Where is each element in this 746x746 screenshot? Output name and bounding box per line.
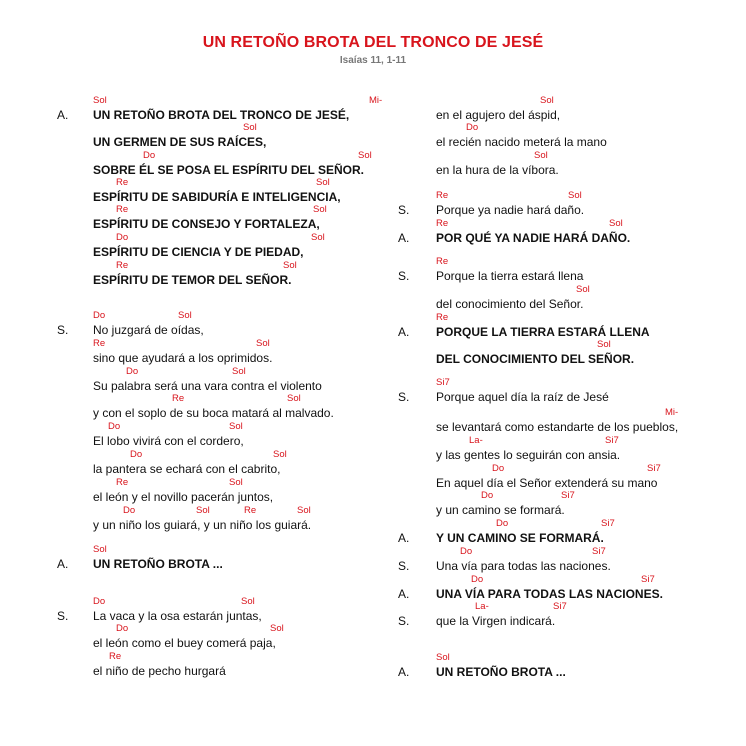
part-marker: S. xyxy=(398,559,410,573)
chord-label: Do xyxy=(143,150,156,161)
chord-label: Do xyxy=(116,623,129,634)
chord-label: Sol xyxy=(283,260,297,271)
part-marker: A. xyxy=(398,665,410,679)
chord-label: Sol xyxy=(311,232,325,243)
chord-label: Sol xyxy=(534,150,548,161)
chord-label: Re xyxy=(172,393,185,404)
chord-label: Sol xyxy=(313,204,327,215)
part-marker: S. xyxy=(398,390,410,404)
lyric-text: Porque aquel día la raíz de Jesé xyxy=(436,390,609,404)
chord-label: Do xyxy=(481,490,494,501)
chord-label: Mi- xyxy=(369,95,383,106)
lyric-text: y un camino se formará. xyxy=(436,503,565,517)
chord-label: Do xyxy=(126,366,139,377)
lyric-text: ESPÍRITU DE TEMOR DEL SEÑOR. xyxy=(93,273,292,287)
lyric-text: Su palabra será una vara contra el violento xyxy=(93,379,322,393)
lyric-text: ESPÍRITU DE SABIDURÍA E INTELIGENCIA, xyxy=(93,190,341,204)
chord-label: Sol xyxy=(93,544,107,555)
lyric-text: En aquel día el Señor extenderá su mano xyxy=(436,476,658,490)
lyric-text: Y UN CAMINO SE FORMARÁ. xyxy=(436,531,604,545)
song-reference: Isaías 11, 1-11 xyxy=(339,55,407,66)
chord-label: Sol xyxy=(436,652,450,663)
chord-label: Sol xyxy=(243,122,257,133)
chord-label: Re xyxy=(116,477,129,488)
lyric-text: PORQUE LA TIERRA ESTARÁ LLENA xyxy=(436,325,650,339)
chord-label: Sol xyxy=(241,596,255,607)
chord-label: Si7 xyxy=(436,377,450,388)
chord-label: Sol xyxy=(297,505,311,516)
chord-label: Do xyxy=(93,310,106,321)
part-marker: S. xyxy=(398,203,410,217)
chord-label: Si7 xyxy=(592,546,606,557)
chord-label: Do xyxy=(460,546,473,557)
part-marker: A. xyxy=(398,231,410,245)
lyric-text: UN RETOÑO BROTA DEL TRONCO DE JESÉ, xyxy=(93,108,350,122)
chord-label: Sol xyxy=(568,190,582,201)
chord-label: Sol xyxy=(358,150,372,161)
lyric-text: el niño de pecho hurgará xyxy=(93,664,226,678)
lyric-text: y un niño los guiará, y un niño los guiará. xyxy=(93,518,312,532)
lyric-text: SOBRE ÉL SE POSA EL ESPÍRITU DEL SEÑOR. xyxy=(93,163,364,177)
chord-label: Re xyxy=(436,190,449,201)
part-marker: S. xyxy=(57,609,69,623)
chord-label: Sol xyxy=(229,477,243,488)
chord-label: Re xyxy=(436,312,449,323)
lyric-text: UNA VÍA PARA TODAS LAS NACIONES. xyxy=(436,587,663,601)
lyric-text: el recién nacido meterá la mano xyxy=(436,135,607,149)
lyric-text: ESPÍRITU DE CONSEJO Y FORTALEZA, xyxy=(93,217,320,231)
lyric-text: No juzgará de oídas, xyxy=(93,323,204,337)
part-marker: A. xyxy=(57,557,69,571)
lyric-text: La vaca y la osa estarán juntas, xyxy=(93,609,262,623)
part-marker: A. xyxy=(398,325,410,339)
chord-label: Do xyxy=(108,421,121,432)
lyric-text: UN RETOÑO BROTA ... xyxy=(436,665,566,679)
chord-label: Si7 xyxy=(647,463,661,474)
chord-label: Re xyxy=(436,218,449,229)
chord-label: Sol xyxy=(256,338,270,349)
lyric-text: que la Virgen indicará. xyxy=(436,614,556,628)
chord-label: Re xyxy=(116,204,129,215)
lyric-text: la pantera se echará con el cabrito, xyxy=(93,462,281,476)
chord-label: Re xyxy=(244,505,257,516)
chord-label: Sol xyxy=(93,95,107,106)
part-marker: S. xyxy=(57,323,69,337)
lyric-text: El lobo vivirá con el cordero, xyxy=(93,434,244,448)
chord-label: Sol xyxy=(540,95,554,106)
chord-label: Sol xyxy=(609,218,623,229)
part-marker: S. xyxy=(398,269,410,283)
lyric-text: Porque ya nadie hará daño. xyxy=(436,203,585,217)
lyric-text: Porque la tierra estará llena xyxy=(436,269,584,283)
chord-label: Sol xyxy=(316,177,330,188)
chord-label: Do xyxy=(116,232,129,243)
lyric-text: DEL CONOCIMIENTO DEL SEÑOR. xyxy=(436,352,635,366)
lyric-text: Una vía para todas las naciones. xyxy=(436,559,611,573)
chord-label: Do xyxy=(466,122,479,133)
chord-label: Sol xyxy=(229,421,243,432)
chord-label: Sol xyxy=(273,449,287,460)
chord-label: Si7 xyxy=(601,518,615,529)
chord-label: Do xyxy=(93,596,106,607)
lyric-text: el león como el buey comerá paja, xyxy=(93,636,276,650)
lyric-text: UN GERMEN DE SUS RAÍCES, xyxy=(93,135,267,149)
chord-label: Si7 xyxy=(605,435,619,446)
part-marker: S. xyxy=(398,614,410,628)
lyric-text: se levantará como estandarte de los pueblos, xyxy=(436,420,679,434)
song-title: UN RETOÑO BROTA DEL TRONCO DE JESÉ xyxy=(202,34,544,51)
lyric-text: en el agujero del áspid, xyxy=(436,108,561,122)
chord-label: Do xyxy=(492,463,505,474)
lyric-text: ESPÍRITU DE CIENCIA Y DE PIEDAD, xyxy=(93,245,304,259)
chord-label: Re xyxy=(109,651,122,662)
chord-label: Mi- xyxy=(665,407,679,418)
lyric-text: el león y el novillo pacerán juntos, xyxy=(93,490,274,504)
chord-label: Do xyxy=(123,505,136,516)
lyric-text: del conocimiento del Señor. xyxy=(436,297,584,311)
lyric-text: y con el soplo de su boca matará al malvado. xyxy=(93,406,334,420)
chord-label: Re xyxy=(116,177,129,188)
part-marker: A. xyxy=(398,587,410,601)
chord-label: La- xyxy=(469,435,483,446)
chord-label: Sol xyxy=(196,505,210,516)
part-marker: A. xyxy=(57,108,69,122)
chord-label: Sol xyxy=(597,339,611,350)
chord-label: Do xyxy=(496,518,509,529)
chord-label: Re xyxy=(436,256,449,267)
chord-label: Si7 xyxy=(561,490,575,501)
chord-label: La- xyxy=(475,601,489,612)
chord-label: Si7 xyxy=(553,601,567,612)
chord-label: Sol xyxy=(270,623,284,634)
chord-label: Si7 xyxy=(641,574,655,585)
lyric-text: y las gentes lo seguirán con ansia. xyxy=(436,448,621,462)
part-marker: A. xyxy=(398,531,410,545)
chord-label: Do xyxy=(471,574,484,585)
lyric-text: UN RETOÑO BROTA ... xyxy=(93,557,223,571)
chord-label: Sol xyxy=(576,284,590,295)
chord-label: Sol xyxy=(232,366,246,377)
chord-label: Sol xyxy=(178,310,192,321)
lyric-text: en la hura de la víbora. xyxy=(436,163,559,177)
chord-label: Do xyxy=(130,449,143,460)
chord-label: Re xyxy=(116,260,129,271)
chord-label: Sol xyxy=(287,393,301,404)
chord-label: Re xyxy=(93,338,106,349)
lyric-text: POR QUÉ YA NADIE HARÁ DAÑO. xyxy=(436,231,631,245)
lyric-text: sino que ayudará a los oprimidos. xyxy=(93,351,273,365)
